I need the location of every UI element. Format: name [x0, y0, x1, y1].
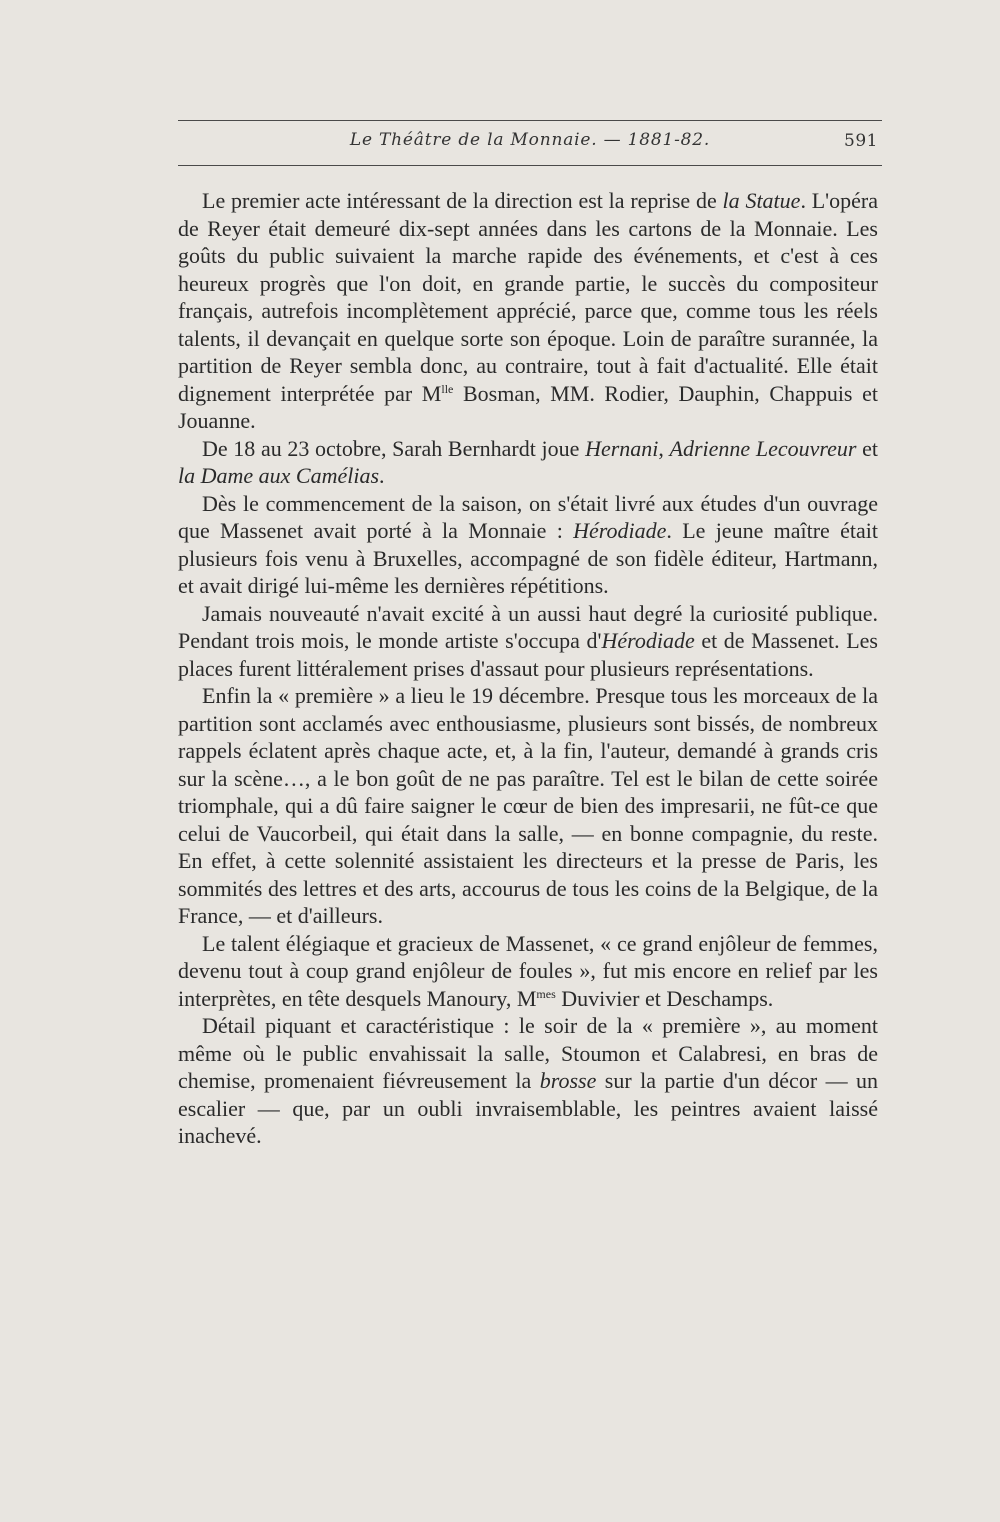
running-title: Le Théâtre de la Monnaie. — 1881-82.: [349, 130, 711, 150]
p4-text-a: Jamais nouveauté n'avait excité à un aussi haut degré la curiosité publique. Pendant trois mois, le monde artiste s'occupa d': [178, 600, 878, 653]
paragraph-4: [178, 600, 878, 683]
p2-text-g: .: [379, 463, 385, 488]
p6-superscript: mes: [536, 986, 556, 1001]
page-number: 591: [844, 131, 878, 151]
p7-text-c: sur la partie d'un décor — un escalier — que, par un oubli invraisemblable, les peintres avaient laissé inachevé.: [178, 1068, 878, 1148]
p2-title-hernani: Hernani: [585, 435, 659, 461]
p1-text-c: . L'opéra de Reyer était demeuré dix-sept années dans les cartons de la Monnaie. Les goûts du public suivaient la marche rapide des événements, et c'est à ces heureux progrès que l'on doit, en grande partie, le succès du compositeur français, autrefois incomplètement apprécié, parce que, comme tous les réels talents, il devançait en quelque sorte son époque. Loin de paraître surannée, la partition de Reyer sembla donc, au contraire, tout à fait d'actualité. Elle était dignement interprétée par M: [178, 188, 878, 406]
p4-title-herodiade: Hérodiade: [601, 628, 695, 653]
paragraph-2: [178, 435, 878, 490]
p4-text-c: et de Massenet. Les places furent littéralement prises d'assaut pour plusieurs représentations.: [178, 628, 878, 681]
p1-superscript: lle: [441, 381, 454, 396]
paragraph-6: [178, 930, 878, 1013]
p3-text-c: . Le jeune maître était plusieurs fois venu à Bruxelles, accompagné de son fidèle éditeur, Hartmann, et avait dirigé lui-même les dernières répétitions.: [178, 518, 878, 598]
p6-text-c: Duvivier et Deschamps.: [555, 985, 774, 1011]
paragraph-3: [178, 490, 878, 600]
p1-text-a: Le premier acte intéressant de la direction est la reprise de: [202, 188, 723, 213]
p2-title-dame: la Dame aux Camélias: [178, 463, 380, 488]
p2-text-a: De 18 au 23 octobre, Sarah Bernhardt joue: [202, 435, 586, 461]
paragraph-5: Enfin la « première » a lieu le 19 décembre. Presque tous les morceaux de la partition sont acclamés avec enthousiasme, plusieurs sont bissés, de nombreux rappels éclatent après chaque acte, et, à la fin, l'auteur, demandé à grands cris sur la scène…, a le bon goût de ne pas paraître. Tel est le bilan de cette soirée triomphale, qui a dû faire saigner le cœur de bien des impresarii, ne fût-ce que celui de Vaucorbeil, qui était dans la salle, — en bonne compagnie, du reste. En effet, à cette solennité assistaient les directeurs et la presse de Paris, les sommités des lettres et des arts, accourus de tous les coins de la Belgique, de la France, — et d'ailleurs.: [178, 683, 878, 928]
body-text: [178, 187, 878, 1150]
running-header: [178, 120, 882, 166]
p1-text-e: Bosman, MM. Rodier, Dauphin, Chappuis et Jouanne.: [178, 380, 878, 433]
p2-text-c: ,: [658, 435, 670, 461]
p7-word-brosse: brosse: [539, 1068, 597, 1093]
p2-title-adrienne: Adrienne Lecouvreur: [669, 435, 857, 461]
paragraph-7: [178, 1012, 878, 1150]
p7-text-a: Détail piquant et caractéristique : le soir de la « première », au moment même où le public envahissait la salle, Stoumon et Calabresi, en bras de chemise, promenaient fiévreusement la: [178, 1013, 878, 1093]
p2-text-e: et: [856, 435, 878, 461]
p3-title-herodiade: Hérodiade: [573, 518, 667, 543]
paragraph-1: [178, 187, 878, 435]
p6-text-a: Le talent élégiaque et gracieux de Massenet, « ce grand enjôleur de femmes, devenu tout à coup grand enjôleur de foules », fut mis encore en relief par les interprètes, en tête desquels Manoury, M: [178, 930, 878, 1011]
p1-title-la-statue: la Statue: [722, 188, 801, 213]
p3-text-a: Dès le commencement de la saison, on s'était livré aux études d'un ouvrage que Massenet avait porté à la Monnaie :: [178, 490, 878, 543]
